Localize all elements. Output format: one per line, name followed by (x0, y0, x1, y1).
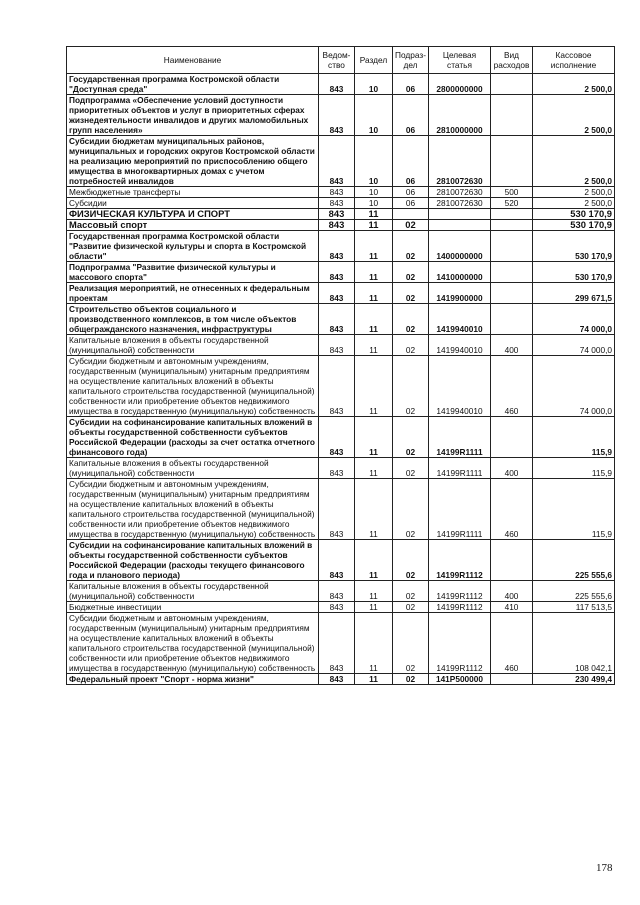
cell-name: Субсидии на софинансирование капитальных вложений в объекты государственной собственности субъектов Российской Федерации (расходы текущего финансового года и планового периода) (67, 540, 319, 581)
header-vid: Вид расходов (491, 47, 533, 74)
cell-razdel: 11 (355, 283, 393, 304)
header-cel: Целевая статья (429, 47, 491, 74)
cell-podrazdel: 06 (393, 74, 429, 95)
table-header-row (67, 47, 615, 74)
cell-kass: 225 555,6 (533, 581, 615, 602)
cell-cel: 14199R1112 (429, 602, 491, 613)
cell-podrazdel: 02 (393, 417, 429, 458)
cell-razdel: 11 (355, 262, 393, 283)
cell-ved: 843 (319, 220, 355, 231)
cell-ved: 843 (319, 74, 355, 95)
cell-ved: 843 (319, 187, 355, 198)
cell-ved: 843 (319, 209, 355, 220)
cell-ved: 843 (319, 613, 355, 674)
cell-podrazdel: 02 (393, 581, 429, 602)
cell-vid (491, 95, 533, 136)
cell-ved: 843 (319, 581, 355, 602)
cell-ved: 843 (319, 95, 355, 136)
cell-vid: 400 (491, 581, 533, 602)
cell-podrazdel: 02 (393, 674, 429, 685)
cell-razdel: 11 (355, 356, 393, 417)
cell-vid (491, 540, 533, 581)
cell-cel (429, 209, 491, 220)
table-row (67, 262, 615, 283)
cell-name: Подпрограмма "Развитие физической культуры и массового спорта" (67, 262, 319, 283)
cell-ved: 843 (319, 231, 355, 262)
cell-vid: 410 (491, 602, 533, 613)
cell-vid (491, 674, 533, 685)
table-row (67, 479, 615, 540)
cell-kass: 225 555,6 (533, 540, 615, 581)
cell-cel: 141P500000 (429, 674, 491, 685)
cell-razdel: 10 (355, 74, 393, 95)
cell-cel: 14199R1111 (429, 479, 491, 540)
cell-ved: 843 (319, 304, 355, 335)
cell-name: Массовый спорт (67, 220, 319, 231)
cell-ved: 843 (319, 283, 355, 304)
cell-name: Государственная программа Костромской области "Доступная среда" (67, 74, 319, 95)
cell-razdel: 10 (355, 95, 393, 136)
table-row (67, 95, 615, 136)
cell-name: Бюджетные инвестиции (67, 602, 319, 613)
cell-cel: 14199R1111 (429, 417, 491, 458)
cell-name: Капитальные вложения в объекты государственной (муниципальной) собственности (67, 458, 319, 479)
cell-kass: 115,9 (533, 479, 615, 540)
cell-vid: 500 (491, 187, 533, 198)
cell-ved: 843 (319, 479, 355, 540)
cell-vid (491, 262, 533, 283)
cell-vid (491, 220, 533, 231)
table-row (67, 74, 615, 95)
cell-ved: 843 (319, 356, 355, 417)
header-name: Наименование (67, 47, 319, 74)
cell-razdel: 11 (355, 479, 393, 540)
table-row (67, 458, 615, 479)
cell-vid: 460 (491, 356, 533, 417)
cell-cel: 2810000000 (429, 95, 491, 136)
cell-razdel: 10 (355, 198, 393, 209)
cell-razdel: 11 (355, 231, 393, 262)
cell-podrazdel: 02 (393, 231, 429, 262)
cell-kass: 2 500,0 (533, 187, 615, 198)
table-row (67, 283, 615, 304)
cell-vid (491, 417, 533, 458)
cell-kass: 2 500,0 (533, 95, 615, 136)
cell-ved: 843 (319, 458, 355, 479)
header-kass: Кассовое исполнение (533, 47, 615, 74)
cell-ved: 843 (319, 198, 355, 209)
header-ved: Ведом- ство (319, 47, 355, 74)
cell-name: ФИЗИЧЕСКАЯ КУЛЬТУРА И СПОРТ (67, 209, 319, 220)
table-row (67, 220, 615, 231)
cell-razdel: 11 (355, 417, 393, 458)
cell-vid (491, 231, 533, 262)
cell-kass: 115,9 (533, 458, 615, 479)
cell-podrazdel: 02 (393, 220, 429, 231)
cell-name: Субсидии бюджетным и автономным учреждениям, государственным (муниципальным) унитарным предприятиям на осуществление капитальных вложений в объекты капитального строительства государственной (муниципальной) собственности или приобретение объектов недвижимого имущества в государственную (муниципальную) собственность (67, 613, 319, 674)
cell-ved: 843 (319, 335, 355, 356)
cell-name: Субсидии (67, 198, 319, 209)
cell-podrazdel: 06 (393, 187, 429, 198)
cell-cel: 1419900000 (429, 283, 491, 304)
cell-ved: 843 (319, 674, 355, 685)
table-row (67, 356, 615, 417)
cell-cel: 14199R1112 (429, 540, 491, 581)
cell-podrazdel: 06 (393, 136, 429, 187)
cell-podrazdel: 06 (393, 95, 429, 136)
cell-ved: 843 (319, 540, 355, 581)
table-row (67, 335, 615, 356)
cell-ved: 843 (319, 417, 355, 458)
cell-cel: 2800000000 (429, 74, 491, 95)
cell-podrazdel: 06 (393, 198, 429, 209)
cell-podrazdel: 02 (393, 356, 429, 417)
cell-razdel: 10 (355, 187, 393, 198)
table-row (67, 231, 615, 262)
cell-kass: 2 500,0 (533, 198, 615, 209)
cell-podrazdel: 02 (393, 613, 429, 674)
cell-kass: 2 500,0 (533, 136, 615, 187)
cell-name: Федеральный проект "Спорт - норма жизни" (67, 674, 319, 685)
cell-vid: 520 (491, 198, 533, 209)
table-row (67, 304, 615, 335)
cell-ved: 843 (319, 262, 355, 283)
cell-kass: 530 170,9 (533, 262, 615, 283)
cell-cel: 1419940010 (429, 335, 491, 356)
cell-podrazdel: 02 (393, 304, 429, 335)
cell-vid: 400 (491, 458, 533, 479)
cell-name: Государственная программа Костромской области "Развитие физической культуры и спорта в Костромской области" (67, 231, 319, 262)
table-row (67, 674, 615, 685)
cell-podrazdel: 02 (393, 479, 429, 540)
cell-vid (491, 304, 533, 335)
table-row (67, 581, 615, 602)
cell-podrazdel: 02 (393, 540, 429, 581)
page-number: 178 (596, 862, 613, 874)
cell-vid: 460 (491, 613, 533, 674)
cell-cel: 1400000000 (429, 231, 491, 262)
cell-razdel: 10 (355, 136, 393, 187)
cell-name: Реализация мероприятий, не отнесенных к федеральным проектам (67, 283, 319, 304)
table-row (67, 540, 615, 581)
cell-kass: 530 170,9 (533, 220, 615, 231)
cell-ved: 843 (319, 602, 355, 613)
cell-kass: 299 671,5 (533, 283, 615, 304)
cell-cel: 14199R1112 (429, 581, 491, 602)
cell-razdel: 11 (355, 540, 393, 581)
cell-name: Межбюджетные трансферты (67, 187, 319, 198)
cell-cel: 14199R1111 (429, 458, 491, 479)
cell-ved: 843 (319, 136, 355, 187)
cell-cel: 2810072630 (429, 198, 491, 209)
cell-kass: 108 042,1 (533, 613, 615, 674)
budget-table (66, 46, 615, 685)
cell-cel: 2810072630 (429, 187, 491, 198)
cell-vid (491, 136, 533, 187)
cell-kass: 117 513,5 (533, 602, 615, 613)
cell-kass: 530 170,9 (533, 231, 615, 262)
cell-name: Субсидии бюджетным и автономным учреждениям, государственным (муниципальным) унитарным предприятиям на осуществление капитальных вложений в объекты капитального строительства государственной (муниципальной) собственности или приобретение объектов недвижимого имущества в государственную (муниципальную) собственность (67, 356, 319, 417)
cell-kass: 74 000,0 (533, 304, 615, 335)
cell-razdel: 11 (355, 674, 393, 685)
cell-cel: 1419940010 (429, 304, 491, 335)
header-razdel: Раздел (355, 47, 393, 74)
table-row (67, 613, 615, 674)
cell-razdel: 11 (355, 304, 393, 335)
cell-kass: 2 500,0 (533, 74, 615, 95)
table-row (67, 417, 615, 458)
table-row (67, 602, 615, 613)
cell-podrazdel: 02 (393, 335, 429, 356)
cell-razdel: 11 (355, 613, 393, 674)
cell-name: Субсидии бюджетным и автономным учреждениям, государственным (муниципальным) унитарным предприятиям на осуществление капитальных вложений в объекты капитального строительства государственной (муниципальной) собственности или приобретение объектов недвижимого имущества в государственную (муниципальную) собственность (67, 479, 319, 540)
cell-name: Строительство объектов социального и производственного комплексов, в том числе объектов общегражданского назначения, инфраструктуры (67, 304, 319, 335)
cell-podrazdel: 02 (393, 262, 429, 283)
table-row (67, 198, 615, 209)
table-body (67, 74, 615, 685)
cell-razdel: 11 (355, 335, 393, 356)
cell-name: Субсидии бюджетам муниципальных районов, муниципальных и городских округов Костромской области на реализацию мероприятий по приспособлению общего имущества в многоквартирных домах с учетом потребностей инвалидов (67, 136, 319, 187)
table-row (67, 209, 615, 220)
table-row (67, 187, 615, 198)
cell-podrazdel: 02 (393, 458, 429, 479)
cell-kass: 230 499,4 (533, 674, 615, 685)
cell-vid (491, 74, 533, 95)
cell-razdel: 11 (355, 458, 393, 479)
cell-razdel: 11 (355, 581, 393, 602)
cell-kass: 115,9 (533, 417, 615, 458)
cell-razdel: 11 (355, 209, 393, 220)
cell-razdel: 11 (355, 220, 393, 231)
cell-vid (491, 283, 533, 304)
cell-kass: 74 000,0 (533, 356, 615, 417)
cell-cel: 14199R1112 (429, 613, 491, 674)
cell-vid (491, 209, 533, 220)
cell-name: Подпрограмма «Обеспечение условий доступности приоритетных объектов и услуг в приоритетных сферах жизнедеятельности инвалидов и других маломобильных групп населения» (67, 95, 319, 136)
cell-name: Капитальные вложения в объекты государственной (муниципальной) собственности (67, 581, 319, 602)
cell-name: Субсидии на софинансирование капитальных вложений в объекты государственной собственности субъектов Российской Федерации (расходы за счет остатка отчетного финансового года) (67, 417, 319, 458)
cell-razdel: 11 (355, 602, 393, 613)
cell-kass: 530 170,9 (533, 209, 615, 220)
table-row (67, 136, 615, 187)
cell-podrazdel: 02 (393, 602, 429, 613)
cell-cel: 2810072630 (429, 136, 491, 187)
cell-vid: 400 (491, 335, 533, 356)
cell-cel: 1410000000 (429, 262, 491, 283)
cell-cel: 1419940010 (429, 356, 491, 417)
cell-name: Капитальные вложения в объекты государственной (муниципальной) собственности (67, 335, 319, 356)
cell-podrazdel: 02 (393, 283, 429, 304)
cell-kass: 74 000,0 (533, 335, 615, 356)
cell-podrazdel (393, 209, 429, 220)
header-podrazdel: Подраз- дел (393, 47, 429, 74)
cell-vid: 460 (491, 479, 533, 540)
cell-cel (429, 220, 491, 231)
